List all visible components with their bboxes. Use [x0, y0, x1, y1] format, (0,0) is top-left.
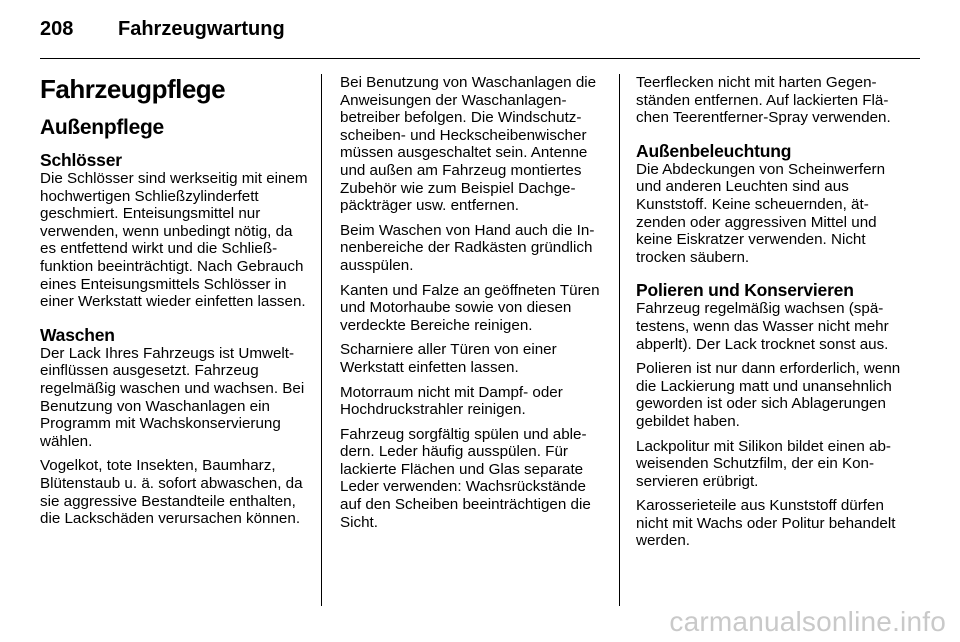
paragraph: Fahrzeug sorgfältig spülen und abledern. Leder häufig ausspülen. Für lackierte Flächen und Glas separate Leder verwenden: Wachsrückstände auf den Scheiben beeinträchtigen die Sicht. [340, 425, 591, 531]
column-3 [636, 74, 908, 564]
chapter-title: Fahrzeugwartung [118, 18, 285, 40]
page-header [40, 18, 285, 41]
page-number: 208 [40, 18, 74, 40]
section-title: Außenpflege [40, 116, 164, 139]
section-waschen [40, 325, 310, 528]
paragraph: Lackpolitur mit Silikon bildet einen abweisenden Schutzfilm, der ein Konservieren erübrigt. [636, 437, 891, 490]
column-divider-2 [619, 74, 620, 606]
subsection-heading: Waschen [40, 324, 115, 345]
paragraph: Motorraum nicht mit Dampf- oder Hochdruckstrahler reinigen. [340, 383, 563, 419]
paragraph: Bei Benutzung von Waschanlagen die Anweisungen der Waschanlagenbetreiber befolgen. Die Windschutzscheiben- und Heckscheibenwischer müssen ausgeschaltet sein. Antenne und außen am Fahrzeug montiertes Zubehör wie zum Beispiel Dachgepäckträger usw. entfernen. [340, 74, 597, 215]
section-aussenbeleuchtung [636, 141, 908, 267]
column-2 [340, 74, 604, 538]
paragraph: Scharniere aller Türen von einer Werkstatt einfetten lassen. [340, 341, 557, 376]
page-title: Fahrzeugpflege [40, 74, 226, 104]
paragraph: Fahrzeug regelmäßig wachsen (spätestens, wenn das Wasser nicht mehr abperlt). Der Lack trocknet sonst aus. [636, 300, 889, 353]
subsection-heading: Außenbeleuchtung [636, 140, 792, 161]
paragraph: Die Schlösser sind werkseitig mit einem hochwertigen Schließzylinderfett geschmiert. Enteisungsmittel nur verwenden, wenn unbedingt nötig, da es entfettend wirkt und die Schließfunktion beeinträchtigt. Nach Gebrauch eines Enteisungsmittels Schlösser in einer Werkstatt wieder einfetten lassen. [40, 170, 308, 311]
section-polieren [636, 280, 908, 550]
subsection-heading: Polieren und Konservieren [636, 280, 854, 301]
header-rule [40, 58, 920, 59]
paragraph: Kanten und Falze an geöffneten Türen und Motorhaube sowie von diesen verdeckte Bereiche reinigen. [340, 281, 600, 334]
column-divider-1 [321, 74, 322, 606]
paragraph: Der Lack Ihres Fahrzeugs ist Umwelteinflüssen ausgesetzt. Fahrzeug regelmäßig waschen und wachsen. Bei Benutzung von Waschanlagen ein Programm mit Wachskonservierung wählen. [40, 344, 305, 450]
paragraph: Polieren ist nur dann erforderlich, wenn die Lackierung matt und unansehnlich geworden ist oder sich Ablagerungen gebildet haben. [636, 360, 901, 430]
section-teer [636, 74, 908, 127]
subsection-heading: Schlösser [40, 150, 122, 170]
watermark: carmanualsonline.info [669, 606, 946, 637]
section-schloesser [40, 150, 310, 311]
paragraph: Die Abdeckungen von Scheinwerfern und anderen Leuchten sind aus Kunststoff. Keine scheuernden, ätzenden oder aggressiven Mittel und keine Eiskratzer verwenden. Nicht trocken säubern. [636, 160, 886, 266]
column-1 [40, 74, 310, 542]
paragraph: Karosserieteile aus Kunststoff dürfen nicht mit Wachs oder Politur behandelt werden. [636, 497, 896, 550]
paragraph: Teerflecken nicht mit harten Gegenständen entfernen. Auf lackierten Flächen Teerentferner-Spray verwenden. [636, 74, 891, 127]
paragraph: Vogelkot, tote Insekten, Baumharz, Blütenstaub u. ä. sofort abwaschen, da sie aggressive Bestandteile enthalten, die Lackschäden verursachen können. [40, 457, 303, 528]
paragraph: Beim Waschen von Hand auch die Innenbereiche der Radkästen gründlich ausspülen. [340, 221, 595, 274]
